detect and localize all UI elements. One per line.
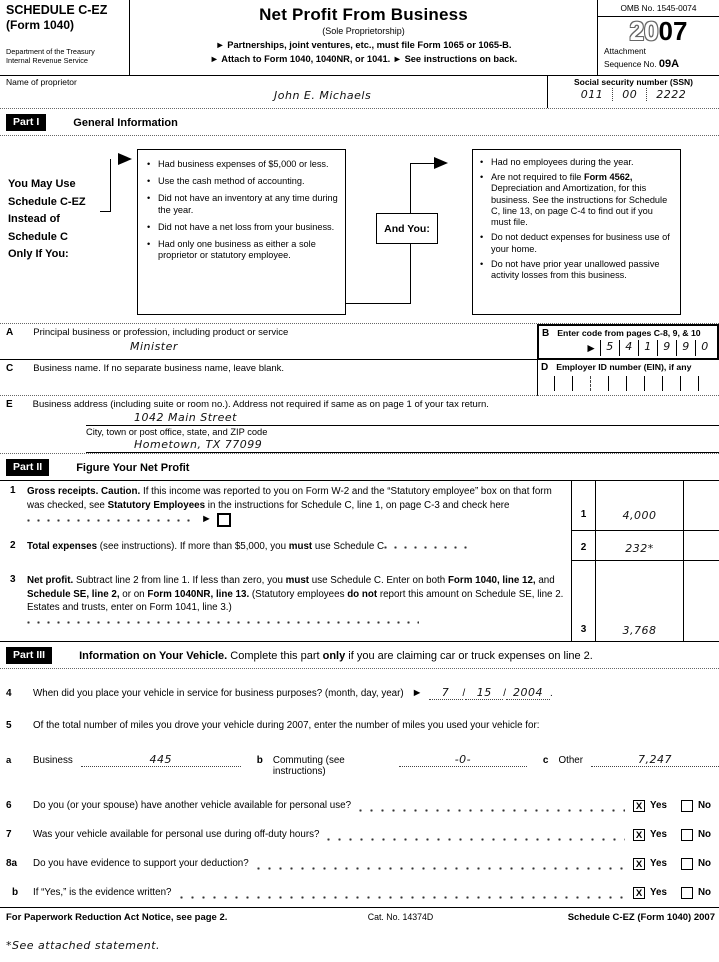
field-b-label-row — [542, 328, 714, 339]
flow-arrow-icon — [118, 153, 132, 165]
dot-leader — [257, 867, 625, 870]
part2-badge: Part II — [6, 459, 49, 476]
no-label: No — [697, 829, 711, 840]
line-1-row — [0, 481, 719, 531]
attached-statement-note: *See attached statement. — [6, 939, 161, 952]
business-address-field[interactable]: 1042 Main Street — [86, 410, 719, 426]
line-1-text — [27, 481, 571, 531]
code-digit-cell[interactable]: 4 — [619, 340, 638, 356]
ssn-label: Social security number (SSN) — [573, 77, 694, 87]
condition-text: Do not deduct expenses for business use of your home. — [491, 232, 670, 254]
ein-cell[interactable] — [608, 376, 626, 391]
line-5b-letter: b — [256, 755, 263, 766]
bullet-icon: • — [147, 159, 151, 169]
question-6-number: 6 — [6, 800, 12, 811]
question-6-yes-checkbox[interactable]: X — [633, 800, 645, 812]
question-8b-no-checkbox[interactable] — [681, 887, 693, 899]
line-2-col-number: 2 — [571, 531, 595, 561]
ssn-serial[interactable]: 2222 — [656, 88, 687, 101]
connector-line — [410, 163, 435, 164]
tax-year-prefix: 20 — [629, 16, 659, 46]
proprietor-block — [0, 76, 547, 108]
may-use-line: Schedule C — [8, 230, 68, 243]
field-b — [537, 324, 719, 360]
ein-cell[interactable] — [590, 376, 608, 391]
condition-item — [147, 176, 340, 187]
condition-text: Had only one business as either a sole proprietor or statutory employee. — [158, 239, 316, 261]
and-you-box: And You: — [376, 213, 438, 244]
dot-leader — [384, 546, 468, 549]
catalog-number: Cat. No. 14374D — [367, 912, 434, 922]
service-month-field[interactable]: 7 — [429, 686, 463, 700]
right-arrow-icon: ► — [585, 341, 597, 355]
condition-item — [480, 259, 675, 281]
bullet-icon: • — [147, 239, 151, 250]
date-separator: / — [503, 688, 507, 699]
paperwork-notice: For Paperwork Reduction Act Notice, see page 2. — [6, 912, 228, 923]
form-title: Net Profit From Business — [259, 5, 468, 24]
sequence-label: Sequence No. — [604, 58, 659, 69]
question-6-text: Do you (or your spouse) have another vehicle available for personal use? — [33, 800, 352, 811]
net-profit-table — [0, 481, 719, 642]
line-3-cents-cell[interactable] — [683, 561, 719, 641]
department-line: Department of the Treasury — [6, 46, 95, 56]
gross-receipts-amount-field[interactable]: 4,000 — [595, 481, 683, 531]
conditions-box-left — [137, 149, 346, 315]
code-digit-cell[interactable]: 1 — [638, 340, 657, 356]
business-code-field — [542, 340, 714, 356]
bullet-icon: • — [147, 193, 151, 204]
omb-number: OMB No. 1545-0074 — [598, 0, 719, 17]
right-arrow-icon: ► — [201, 513, 212, 526]
line-5-text: Of the total number of miles you drove your vehicle during 2007, enter the number of miles you used your vehicle for: — [33, 720, 540, 731]
condition-text: Had no employees during the year. — [491, 157, 634, 167]
bullet-icon: • — [480, 232, 484, 243]
footer-form-id: Schedule C-EZ (Form 1040) 2007 — [567, 912, 715, 923]
form-id-block — [0, 0, 130, 75]
no-label: No — [697, 887, 711, 898]
principal-business-field[interactable]: Minister — [130, 340, 178, 353]
commuting-miles-field[interactable]: -0- — [399, 753, 527, 767]
line-1-cents-cell[interactable] — [683, 481, 719, 531]
yes-label: Yes — [650, 858, 667, 869]
tax-year-suffix: 07 — [658, 16, 688, 46]
question-8a-text: Do you have evidence to support your deduction? — [33, 858, 249, 869]
field-c-label: Business name. If no separate business name, leave blank. — [33, 363, 285, 374]
condition-text: Are not required to file Form 4562, Depreciation and Amortization, for this business. See the instructions for Schedule C, line 13, on page C-4 to find out if you must file. — [491, 172, 668, 228]
flow-arrow-icon — [434, 157, 448, 169]
code-digit-cell[interactable]: 9 — [657, 340, 676, 356]
line-5c-letter: c — [542, 755, 549, 766]
proprietor-label: Name of proprietor — [6, 77, 77, 87]
question-8b-number: b — [12, 887, 19, 898]
question-7-yes-checkbox[interactable]: X — [633, 829, 645, 841]
may-use-line: Only If You: — [8, 248, 69, 261]
line-3-col-number: 3 — [571, 561, 595, 641]
condition-text: Did not have an inventory at any time during the year. — [158, 193, 338, 215]
right-arrow-icon: ► — [411, 687, 423, 699]
field-row-a-b — [0, 324, 719, 360]
may-use-label — [8, 176, 86, 264]
form-header — [0, 0, 719, 76]
question-7-row — [0, 820, 719, 849]
yes-label: Yes — [650, 800, 667, 811]
field-d-label: Employer ID number (EIN), if any — [556, 362, 692, 372]
part2-title: Figure Your Net Profit — [76, 461, 190, 474]
net-profit-amount-field[interactable]: 3,768 — [595, 561, 683, 641]
line-5c-label: Other — [558, 755, 583, 766]
line-5-row — [0, 720, 719, 731]
question-7-number: 7 — [6, 829, 12, 840]
sequence-number: 09A — [658, 57, 680, 70]
may-use-line: You May Use — [8, 178, 76, 190]
no-label: No — [697, 858, 711, 869]
ssn-area[interactable]: 011 — [580, 88, 604, 101]
form-number: (Form 1040) — [6, 17, 75, 32]
condition-item — [147, 193, 340, 215]
field-e-label: Business address (including suite or room no.). Address not required if same as on page 1 of your tax return. — [32, 399, 489, 410]
yes-label: Yes — [650, 829, 667, 840]
part1-header — [0, 109, 719, 136]
proprietor-row — [0, 76, 719, 109]
bullet-icon: • — [147, 176, 151, 187]
vehicle-questions — [0, 791, 719, 907]
line-3-number: 3 — [10, 574, 16, 585]
question-8b-row — [0, 878, 719, 907]
part1-title: General Information — [73, 116, 178, 129]
line-2-text — [27, 531, 571, 561]
other-miles-field[interactable]: 7,247 — [591, 753, 719, 767]
field-a-letter: A — [6, 327, 14, 338]
ein-field — [541, 376, 716, 391]
part1-badge: Part I — [6, 114, 46, 131]
line-1-description: Gross receipts. Caution. If this income was reported to you on Form W-2 and the “Statutory employee” box on that form was checked, see Statutory Employees in the instructions for Schedule C, line 1, on page C-3 and check here — [27, 486, 552, 511]
field-b-label: Enter code from pages C-8, 9, & 10 — [557, 328, 701, 338]
dot-leader — [27, 519, 195, 522]
question-8a-row — [0, 849, 719, 878]
form-subtitle: (Sole Proprietorship) — [322, 26, 405, 36]
condition-item — [147, 239, 340, 261]
code-digit-cell[interactable]: 0 — [695, 340, 714, 356]
ein-cell[interactable] — [626, 376, 644, 391]
field-e — [0, 396, 719, 454]
connector-line — [346, 303, 410, 304]
condition-item — [147, 222, 340, 233]
condition-item — [480, 172, 675, 228]
condition-item — [480, 232, 675, 254]
dot-leader — [180, 896, 626, 899]
ein-cell[interactable] — [698, 376, 716, 391]
line-3-description: Net profit. Subtract line 2 from line 1. If less than zero, you must use Schedule C. Enter on both Form 1040, line 12, and Schedule SE, line 2, or on Form 1040NR, line 13. (Statutory employees do not report this amount on Schedule SE, line 2. Estates and trusts, enter on Form 1041, line 3.) — [27, 575, 564, 614]
tax-year — [598, 17, 719, 44]
ein-cell[interactable] — [554, 376, 572, 391]
field-e-letter: E — [6, 399, 13, 410]
ein-cell[interactable] — [644, 376, 662, 391]
field-row-c-d — [0, 360, 719, 396]
code-digit-cell[interactable]: 5 — [600, 340, 619, 356]
bullet-icon: • — [147, 221, 151, 232]
connector-line — [110, 159, 111, 212]
agency-line: Internal Revenue Service — [6, 56, 88, 66]
may-use-line: Instead of — [8, 213, 60, 226]
city-state-zip-field[interactable]: Hometown, TX 77099 — [86, 437, 719, 453]
bullet-icon: • — [480, 258, 484, 269]
condition-text: Had business expenses of $5,000 or less. — [158, 159, 329, 169]
question-7-no-checkbox[interactable] — [681, 829, 693, 841]
field-d — [537, 360, 719, 396]
city-state-zip-label: City, town or post office, state, and ZIP code — [86, 427, 268, 437]
may-use-line: Schedule C-EZ — [8, 195, 86, 208]
line-5-number: 5 — [6, 720, 12, 731]
line-5a-letter: a — [6, 755, 12, 766]
field-c-letter: C — [6, 363, 14, 374]
form-title-block — [130, 0, 597, 75]
form-footer — [0, 907, 719, 923]
line-3-row — [0, 561, 719, 641]
field-d-label-row — [541, 362, 716, 373]
question-8a-yes-checkbox[interactable]: X — [633, 858, 645, 870]
line-2-row — [0, 531, 719, 561]
line-5b-label: Commuting (see instructions) — [272, 755, 345, 777]
question-8a-no-checkbox[interactable] — [681, 858, 693, 870]
question-6-row — [0, 791, 719, 820]
bullet-icon: • — [480, 172, 484, 183]
bullet-icon: • — [480, 157, 484, 167]
line-5a-label: Business — [33, 755, 73, 766]
field-b-letter: B — [542, 328, 550, 339]
business-miles-field[interactable]: 445 — [81, 753, 241, 767]
part3-title: Information on Your Vehicle. Complete this part only if you are claiming car or truck expenses on line 2. — [79, 649, 593, 662]
question-8b-yes-checkbox[interactable]: X — [633, 887, 645, 899]
field-c — [0, 360, 537, 396]
condition-text: Use the cash method of accounting. — [158, 176, 305, 187]
ssn-block — [547, 76, 719, 108]
dot-leader — [359, 809, 625, 812]
question-8b-text: If “Yes,” is the evidence written? — [33, 887, 172, 898]
attachment-sequence — [598, 44, 719, 71]
line-2-number: 2 — [10, 540, 16, 551]
line-4-row — [0, 686, 719, 700]
line-4-number: 4 — [6, 688, 12, 699]
question-7-text: Was your vehicle available for personal use during off-duty hours? — [33, 829, 320, 840]
ein-cell[interactable] — [680, 376, 698, 391]
question-8a-number: 8a — [6, 858, 18, 869]
ein-cell[interactable] — [572, 376, 590, 391]
filing-instruction-1: ► Partnerships, joint ventures, etc., must file Form 1065 or 1065-B. — [215, 40, 512, 50]
yes-label: Yes — [650, 887, 667, 898]
conditions-box-right — [472, 149, 681, 315]
part3-badge: Part III — [6, 647, 52, 664]
code-digit-cell[interactable]: 9 — [676, 340, 695, 356]
line-1-number: 1 — [10, 485, 16, 496]
line-2-cents-cell[interactable] — [683, 531, 719, 561]
field-e-label-row — [6, 399, 719, 410]
field-a-label: Principal business or profession, including product or service — [33, 327, 289, 338]
part3-header — [0, 642, 719, 669]
line-1-col-number: 1 — [571, 481, 595, 531]
question-6-no-checkbox[interactable] — [681, 800, 693, 812]
schedule-name: SCHEDULE C-EZ — [6, 3, 108, 17]
line-2-description: Total expenses (see instructions). If more than $5,000, you must use Schedule C — [27, 541, 385, 552]
dot-leader — [327, 838, 625, 841]
proprietor-name-field[interactable]: John E. Michaels — [274, 89, 372, 102]
statutory-employee-checkbox[interactable] — [217, 513, 231, 527]
ssn-group[interactable]: 00 — [622, 88, 638, 101]
filing-instruction-2: ► Attach to Form 1040, 1040NR, or 1041. ► See instructions on back. — [209, 54, 518, 64]
date-separator: / — [462, 688, 466, 699]
total-expenses-amount-field[interactable]: 232* — [595, 531, 683, 561]
part2-header — [0, 454, 719, 481]
no-label: No — [697, 800, 711, 811]
line-4-text: When did you place your vehicle in service for business purposes? (month, day, year) — [33, 688, 404, 699]
condition-item — [480, 157, 675, 168]
ein-cell[interactable] — [662, 376, 680, 391]
condition-text: Did not have a net loss from your business. — [158, 221, 335, 232]
date-period: . — [550, 688, 553, 699]
condition-item — [147, 159, 340, 170]
field-a — [0, 324, 537, 360]
omb-year-block — [597, 0, 719, 75]
dot-leader — [27, 621, 419, 624]
service-year-field[interactable]: 2004 — [506, 686, 550, 700]
service-day-field[interactable]: 15 — [465, 686, 503, 700]
attachment-label: Attachment — [604, 46, 646, 56]
field-d-letter: D — [541, 362, 549, 373]
ssn-field[interactable] — [552, 88, 715, 101]
condition-text: Do not have prior year unallowed passive activity losses from this business. — [491, 258, 660, 280]
line-3-text — [27, 561, 571, 641]
eligibility-flow-diagram — [0, 136, 719, 324]
line-5abc-row — [0, 753, 719, 777]
